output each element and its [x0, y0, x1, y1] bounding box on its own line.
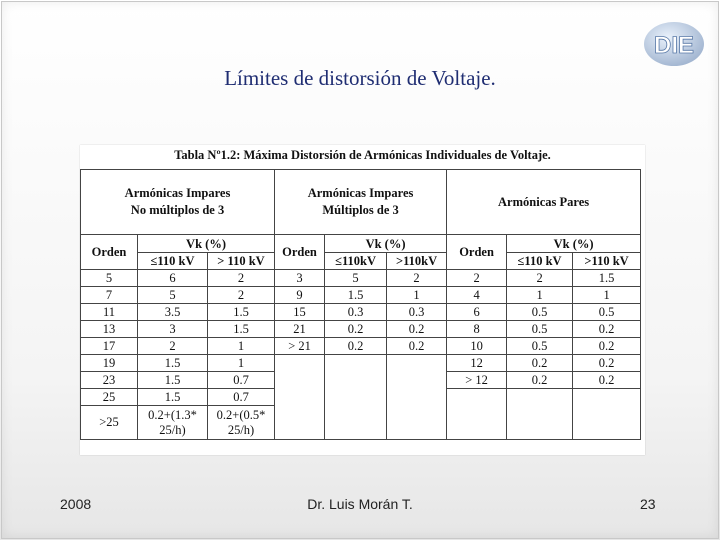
table-cell: 2 — [208, 287, 275, 304]
table-row — [81, 338, 641, 355]
table-cell — [325, 355, 387, 372]
table-cell: 1.5 — [325, 287, 387, 304]
harmonics-table-panel — [80, 145, 645, 455]
table-cell: 1.5 — [573, 270, 641, 287]
table-cell: 12 — [447, 355, 507, 372]
voltage-subheader: ≤110 kV — [507, 253, 573, 270]
table-cell: 0.2+(0.5* 25/h) — [208, 406, 275, 440]
table-cell: 1 — [208, 338, 275, 355]
table-cell: 1 — [573, 287, 641, 304]
table-cell: >25 — [81, 406, 138, 440]
orden-header: Orden — [275, 235, 325, 270]
table-cell: 0.5 — [573, 304, 641, 321]
table-cell: 2 — [447, 270, 507, 287]
logo-text: DIE — [653, 32, 695, 59]
table-caption: Tabla Nº1.2: Máxima Distorsión de Armónicas Individuales de Voltaje. — [174, 148, 551, 162]
table-cell: 0.2 — [325, 321, 387, 338]
table-cell: 1.5 — [138, 372, 208, 389]
vk-header: Vk (%) — [325, 235, 447, 253]
table-cell — [447, 406, 507, 440]
table-row — [81, 406, 641, 440]
table-cell: 5 — [325, 270, 387, 287]
orden-header: Orden — [81, 235, 138, 270]
voltage-subheader: ≤110 kV — [138, 253, 208, 270]
table-cell — [275, 355, 325, 372]
table-cell — [507, 406, 573, 440]
table-cell: 25 — [81, 389, 138, 406]
table-cell: 0.3 — [387, 304, 447, 321]
table-cell: 21 — [275, 321, 325, 338]
table-row — [81, 389, 641, 406]
table-cell: 10 — [447, 338, 507, 355]
table-cell — [507, 389, 573, 406]
table-cell — [325, 372, 387, 389]
table-cell: 1.5 — [208, 321, 275, 338]
table-cell: 1 — [387, 287, 447, 304]
table-cell: 0.7 — [208, 372, 275, 389]
orden-header: Orden — [447, 235, 507, 270]
die-logo-icon — [640, 18, 708, 70]
table-row — [81, 321, 641, 338]
table-cell: 6 — [447, 304, 507, 321]
table-row — [81, 355, 641, 372]
table-cell: 1 — [208, 355, 275, 372]
table-cell — [387, 406, 447, 440]
table-cell: 3.5 — [138, 304, 208, 321]
table-cell: 17 — [81, 338, 138, 355]
table-cell: 11 — [81, 304, 138, 321]
table-cell: 13 — [81, 321, 138, 338]
table-cell: 0.2 — [387, 321, 447, 338]
harmonics-table — [80, 169, 641, 440]
table-cell: 3 — [275, 270, 325, 287]
table-cell: 6 — [138, 270, 208, 287]
table-cell — [275, 389, 325, 406]
table-cell: 9 — [275, 287, 325, 304]
table-body — [81, 270, 641, 406]
table-cell: 0.2 — [573, 321, 641, 338]
footer-page-number: 23 — [640, 496, 656, 512]
table-cell — [573, 406, 641, 440]
slide-title: Límites de distorsión de Voltaje. — [224, 66, 496, 90]
table-cell: 15 — [275, 304, 325, 321]
voltage-subheader: >110kV — [387, 253, 447, 270]
table-cell — [447, 389, 507, 406]
table-cell — [387, 389, 447, 406]
table-cell: 0.3 — [325, 304, 387, 321]
table-cell: > 12 — [447, 372, 507, 389]
table-cell: 0.2 — [573, 372, 641, 389]
table-cell — [573, 389, 641, 406]
table-cell — [387, 355, 447, 372]
table-row — [81, 304, 641, 321]
table-cell: 1.5 — [208, 304, 275, 321]
table-row — [81, 372, 641, 389]
table-cell: 1.5 — [138, 355, 208, 372]
group-header-pares: Armónicas Pares — [447, 170, 641, 235]
table-cell: 0.5 — [507, 321, 573, 338]
table-cell: 0.2 — [325, 338, 387, 355]
table-row — [81, 287, 641, 304]
group-header-impares-no-multiplos: Armónicas Impares No múltiplos de 3 — [81, 170, 275, 235]
table-cell — [387, 372, 447, 389]
table-cell: 2 — [507, 270, 573, 287]
table-cell — [275, 372, 325, 389]
table-cell: 5 — [81, 270, 138, 287]
table-cell: 0.7 — [208, 389, 275, 406]
table-row — [81, 270, 641, 287]
table-cell: 0.2 — [507, 355, 573, 372]
vk-header: Vk (%) — [507, 235, 641, 253]
table-cell: 0.2 — [573, 338, 641, 355]
table-cell: 3 — [138, 321, 208, 338]
voltage-subheader: > 110 kV — [208, 253, 275, 270]
table-cell: 0.2 — [573, 355, 641, 372]
group-header-impares-multiplos: Armónicas Impares Múltiplos de 3 — [275, 170, 447, 235]
table-cell: 2 — [138, 338, 208, 355]
table-cell: 23 — [81, 372, 138, 389]
table-cell: 0.5 — [507, 304, 573, 321]
voltage-subheader: >110 kV — [573, 253, 641, 270]
table-cell: 19 — [81, 355, 138, 372]
voltage-subheader: ≤110kV — [325, 253, 387, 270]
table-cell: 8 — [447, 321, 507, 338]
table-cell: 0.2+(1.3* 25/h) — [138, 406, 208, 440]
table-cell — [325, 389, 387, 406]
table-cell: 2 — [208, 270, 275, 287]
table-cell — [325, 406, 387, 440]
footer-year: 2008 — [60, 496, 92, 512]
table-cell: 0.2 — [507, 372, 573, 389]
table-cell: 7 — [81, 287, 138, 304]
table-cell — [275, 406, 325, 440]
table-cell: 4 — [447, 287, 507, 304]
table-cell: > 21 — [275, 338, 325, 355]
table-cell: 1 — [507, 287, 573, 304]
footer-author: Dr. Luis Morán T. — [307, 496, 413, 512]
vk-header: Vk (%) — [138, 235, 275, 253]
table-cell: 5 — [138, 287, 208, 304]
table-cell: 1.5 — [138, 389, 208, 406]
table-cell: 2 — [387, 270, 447, 287]
table-cell: 0.5 — [507, 338, 573, 355]
table-cell: 0.2 — [387, 338, 447, 355]
